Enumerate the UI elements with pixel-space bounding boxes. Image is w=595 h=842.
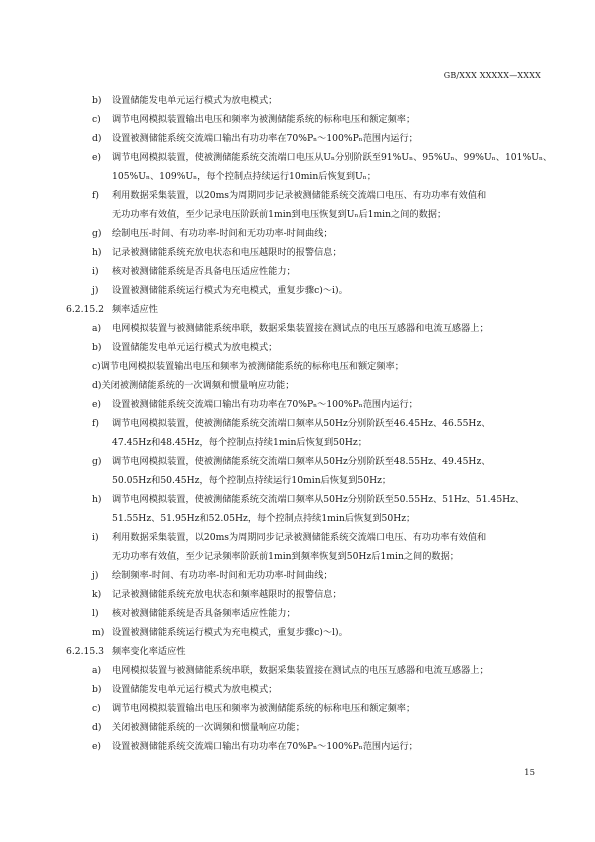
list-item: h) 调节电网模拟装置，使被测储能系统交流端口频率从50Hz分别阶跃至50.55Hz、51Hz、51.45Hz、 bbox=[92, 494, 525, 505]
list-item-continuation: 无功功率有效值，至少记录电压阶跃前1min到电压恢复到Uₙ后1min之间的数据； bbox=[112, 209, 447, 220]
list-item-continuation: 50.05Hz和50.45Hz，每个控制点持续运行10min后恢复到50Hz； bbox=[112, 475, 392, 486]
list-item: d) 设置被测储能系统交流端口输出有功功率在70%Pₙ～100%Pₙ范围内运行； bbox=[92, 133, 418, 144]
list-item: g) 绘制电压-时间、有功功率-时间和无功功率-时间曲线； bbox=[92, 228, 333, 239]
list-item: c) 调节电网模拟装置输出电压和频率为被测储能系统的标称电压和额定频率； bbox=[92, 114, 416, 125]
list-item-continuation: 47.45Hz和48.45Hz，每个控制点持续1min后恢复到50Hz； bbox=[112, 437, 367, 448]
list-item: g) 调节电网模拟装置，使被测储能系统交流端口频率从50Hz分别阶跃至48.55Hz、49.45Hz、 bbox=[92, 456, 491, 467]
list-item: h) 记录被测储能系统充放电状态和电压越限时的报警信息； bbox=[92, 247, 342, 258]
list-item: a) 电网模拟装置与被测储能系统串联，数据采集装置接在测试点的电压互感器和电流互感器上； bbox=[92, 665, 489, 676]
page-number: 15 bbox=[524, 768, 535, 778]
list-item: a) 电网模拟装置与被测储能系统串联，数据采集装置接在测试点的电压互感器和电流互感器上； bbox=[92, 323, 489, 334]
list-item: l) 核对被测储能系统是否具备频率适应性能力； bbox=[92, 608, 296, 619]
document-header-id: GB/XXX XXXXX—XXXX bbox=[443, 71, 541, 80]
list-item: b) 设置储能发电单元运行模式为放电模式； bbox=[92, 95, 278, 106]
list-item: e) 设置被测储能系统交流端口输出有功功率在70%Pₙ～100%Pₙ范围内运行； bbox=[92, 741, 418, 752]
list-item: b) 设置储能发电单元运行模式为放电模式； bbox=[92, 342, 278, 353]
list-item: f) 调节电网模拟装置，使被测储能系统交流端口频率从50Hz分别阶跃至46.45Hz、46.55Hz、 bbox=[92, 418, 491, 429]
list-item-continuation: 105%Uₙ、109%Uₙ，每个控制点持续运行10min后恢复到Uₙ； bbox=[112, 171, 376, 182]
list-item: e) 调节电网模拟装置，使被测储能系统交流端口电压从Uₙ分别阶跃至91%Uₙ、95%Uₙ、99%Uₙ、101%Uₙ、 bbox=[92, 152, 553, 163]
list-item: i) 核对被测储能系统是否具备电压适应性能力； bbox=[92, 266, 296, 277]
list-item: f) 利用数据采集装置，以20ms为周期同步记录被测储能系统交流端口电压、有功功率有效值和 bbox=[92, 190, 487, 201]
list-item-continuation: 51.55Hz、51.95Hz和52.05Hz，每个控制点持续1min后恢复到50Hz； bbox=[112, 513, 416, 524]
list-item: j) 设置被测储能系统运行模式为充电模式，重复步骤c)～i)。 bbox=[92, 285, 348, 296]
list-item: i) 利用数据采集装置，以20ms为周期同步记录被测储能系统交流端口电压、有功功率有效值和 bbox=[92, 532, 487, 543]
list-item: c) 调节电网模拟装置输出电压和频率为被测储能系统的标称电压和额定频率； bbox=[92, 703, 416, 714]
list-item: b) 设置储能发电单元运行模式为放电模式； bbox=[92, 684, 278, 695]
list-item: m) 设置被测储能系统运行模式为充电模式，重复步骤c)～l)。 bbox=[92, 627, 348, 638]
list-item: e) 设置被测储能系统交流端口输出有功功率在70%Pₙ～100%Pₙ范围内运行； bbox=[92, 399, 418, 410]
list-item: d)关闭被测储能系统的一次调频和惯量响应功能； bbox=[92, 380, 295, 391]
list-item: d) 关闭被测储能系统的一次调频和惯量响应功能； bbox=[92, 722, 305, 733]
list-item: k) 记录被测储能系统充放电状态和频率越限时的报警信息； bbox=[92, 589, 342, 600]
list-item: c)调节电网模拟装置输出电压和频率为被测储能系统的标称电压和额定频率； bbox=[92, 361, 404, 372]
list-item: j) 绘制频率-时间、有功功率-时间和无功功率-时间曲线； bbox=[92, 570, 333, 581]
section-heading-6-2-15-3: 6.2.15.3 频率变化率适应性 bbox=[66, 646, 186, 657]
list-item-continuation: 无功功率有效值，至少记录频率阶跃前1min到频率恢复到50Hz后1min之间的数据； bbox=[112, 551, 459, 562]
section-heading-6-2-15-2: 6.2.15.2 频率适应性 bbox=[66, 304, 158, 315]
